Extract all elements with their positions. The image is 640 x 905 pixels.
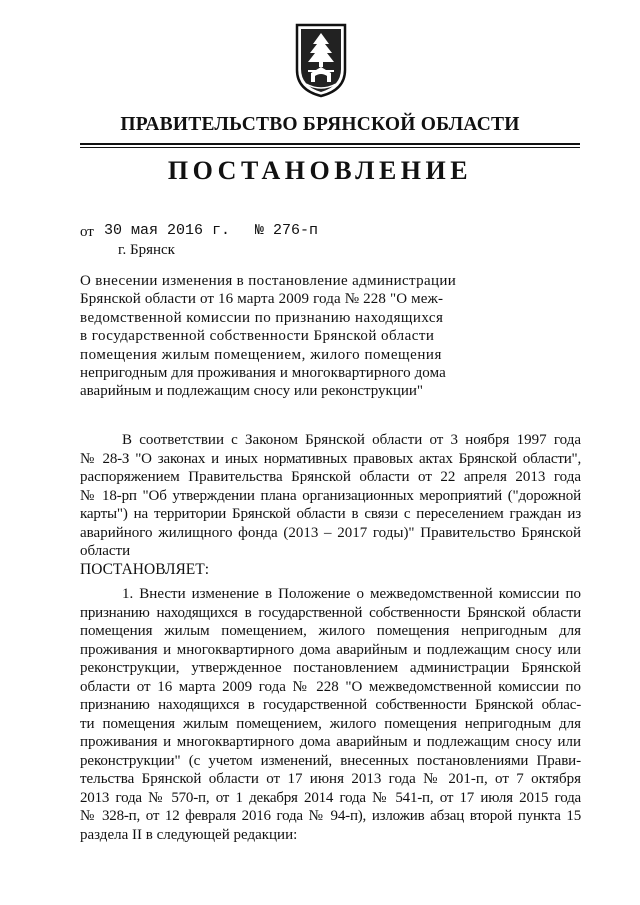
government-name: ПРАВИТЕЛЬСТВО БРЯНСКОЙ ОБЛАСТИ [120,114,520,135]
preamble-line: карты") на территории Брянской области в связи с переселением граждан из [80,506,581,522]
item-line: 2013 года № 570-п, от 1 декабря 2014 года № 541-п, от 17 июля 2015 года [80,789,581,806]
preamble-line: В соответствии с Законом Брянской области от 3 ноября 1997 года [122,432,581,448]
item-line: № 328-п, от 12 февраля 2016 года № 94-п), изложив абзац второй пункта 15 [80,808,581,824]
item-line: ти помещения жилым помещением, жилого помещения непригодным для [80,715,581,732]
item-line: признанию находящихся в государственной собственности Брянской области [80,604,581,621]
subject-line: помещения жилым помещением, жилого помещения [80,346,442,363]
subject-line: непригодным для проживания и многоквартирного дома [80,365,446,382]
preamble-line: области [80,543,131,559]
header-rule-thin [80,147,580,148]
item-line: признанию находящихся в государственной собственности Брянской облас- [80,697,581,713]
preamble-line: аварийного жилищного фонда (2013 – 2017 годы)" Правительство Брянской [80,524,581,541]
item-line: реконструкции, утвержденное постановлением администрации Брянской [80,660,581,676]
subject-line: аварийным и подлежащим сносу или реконструкции" [80,383,424,400]
item-line: тельства Брянской области от 17 июня 2013 года № 201-п, от 7 октября [80,771,581,787]
preamble-line: распоряжением Правительства Брянской области от 22 апреля 2013 года [80,469,581,485]
item-1-paragraph [80,585,581,844]
coat-of-arms-icon [294,22,348,98]
document-subject [80,272,480,401]
from-label: от [80,224,94,240]
item-line: области от 16 марта 2009 года № 228 "О межведомственной комиссии по [80,678,581,695]
item-line: проживания и многоквартирного дома аварийным и подлежащим сносу или [80,641,581,658]
subject-line: Брянской области от 16 марта 2009 года № 228 "О меж- [80,291,444,308]
resolves-heading: ПОСТАНОВЛЯЕТ: [80,560,210,578]
header-rule-thick [80,143,580,145]
preamble-line: № 18-рп "Об утверждении плана организационных мероприятий ("дорожной [80,487,581,504]
item-line: 1. Внести изменение в Положение о межведомственной комиссии по [122,586,581,602]
document-type-title: ПОСТАНОВЛЕНИЕ [167,156,473,185]
item-line: проживания и многоквартирного дома аварийным и подлежащим сносу или [80,734,581,750]
subject-line: О внесении изменения в постановление администрации [80,273,457,289]
subject-line: в государственной собственности Брянской области [80,328,435,345]
preamble-line: № 28-З "О законах и иных нормативных правовых актах Брянской области", [80,450,581,467]
item-line: раздела II в следующей редакции: [80,826,298,843]
item-line: реконструкции" (с учетом изменений, внесенных постановлениями Прави- [80,752,581,769]
preamble-paragraph [80,431,581,579]
document-city: г. Брянск [118,242,175,258]
document-date: 30 мая 2016 г. [104,222,231,239]
item-line: помещения жилым помещением, жилого помещения непригодным для [80,623,581,639]
document-number: № 276-п [255,222,319,239]
subject-line: ведомственной комиссии по признанию находящихся [80,309,444,326]
